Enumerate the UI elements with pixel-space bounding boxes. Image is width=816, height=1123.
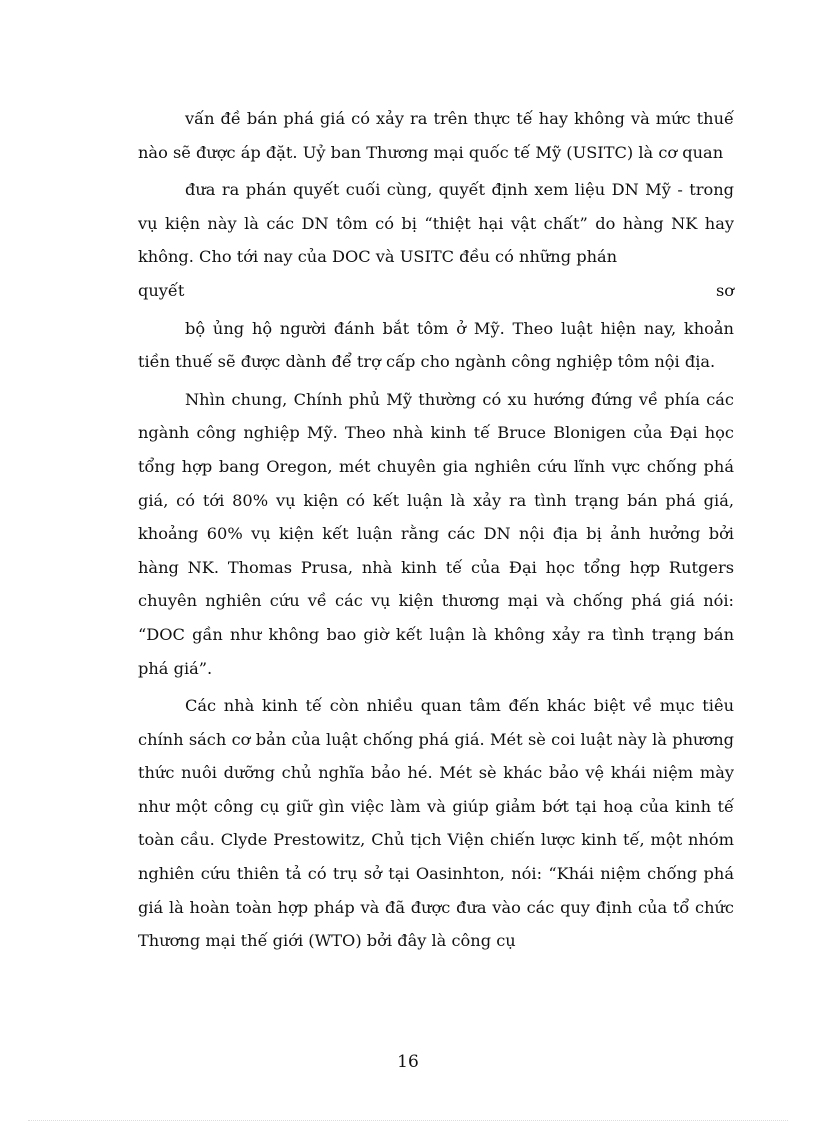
paragraph-2: đưa ra phán quyết cuối cùng, quyết định xem liệu DN Mỹ - trong vụ kiện này là các DN tôm có bị “thiệt hại vật chất” do hàng NK hay không. Cho tới nay của DOC và USITC đều có những phán (138, 180, 734, 267)
paragraph-2-last-word-right: sơ (715, 280, 734, 300)
paragraph-2-last-line (138, 274, 734, 308)
paragraph-3: bộ ủng hộ người đánh bắt tôm ở Mỹ. Theo luật hiện nay, khoản tiền thuế sẽ được dành để trợ cấp cho ngành công nghiệp tôm nội địa. (138, 318, 734, 372)
paragraph-2-last-word-left: quyết (138, 280, 185, 300)
paragraph-5: Các nhà kinh tế còn nhiều quan tâm đến khác biệt về mục tiêu chính sách cơ bản của luật chống phá giá. Mét sè coi luật này là phương thức nuôi dưỡng chủ nghĩa bảo hé. Mét sè khác bảo vệ khái niệm mày như một công cụ giữ gìn việc làm và giúp giảm bớt tại hoạ của kinh tế toàn cầu. Clyde Prestowitz, Chủ tịch Viện chiến lược kinh tế, một nhóm nghiên cứu thiên tả có trụ sở tại Oasinhton, nói: “Khái niệm chống phá giá là hoàn toàn hợp pháp và đã được đưa vào các quy định của tổ chức Thương mại thế giới (WTO) bởi đây là công cụ (138, 696, 734, 951)
paragraph-1: vấn đề bán phá giá có xảy ra trên thực tế hay không và mức thuế nào sẽ được áp đặt. Uỷ ban Thương mại quốc tế Mỹ (USITC) là cơ quan (138, 109, 734, 162)
page-body (138, 102, 734, 958)
paragraph-4: Nhìn chung, Chính phủ Mỹ thường có xu hướng đứng về phía các ngành công nghiệp Mỹ. Theo nhà kinh tế Bruce Blonigen của Đại học tổng hợp bang Oregon, mét chuyên gia nghiên cứu lĩnh vực chống phá giá, có tới 80% vụ kiện có kết luận là xảy ra tình trạng bán phá giá, khoảng 60% vụ kiện kết luận rằng các DN nội địa bị ảnh hưởng bởi hàng NK. Thomas Prusa, nhà kinh tế của Đại học tổng hợp Rutgers chuyên nghiên cứu về các vụ kiện thương mại và chống phá giá nói: “DOC gần như không bao giờ kết luận là không xảy ra tình trạng bán phá giá”. (138, 389, 734, 678)
page-bottom-divider (28, 1120, 788, 1121)
page-number: 16 (397, 1052, 419, 1072)
